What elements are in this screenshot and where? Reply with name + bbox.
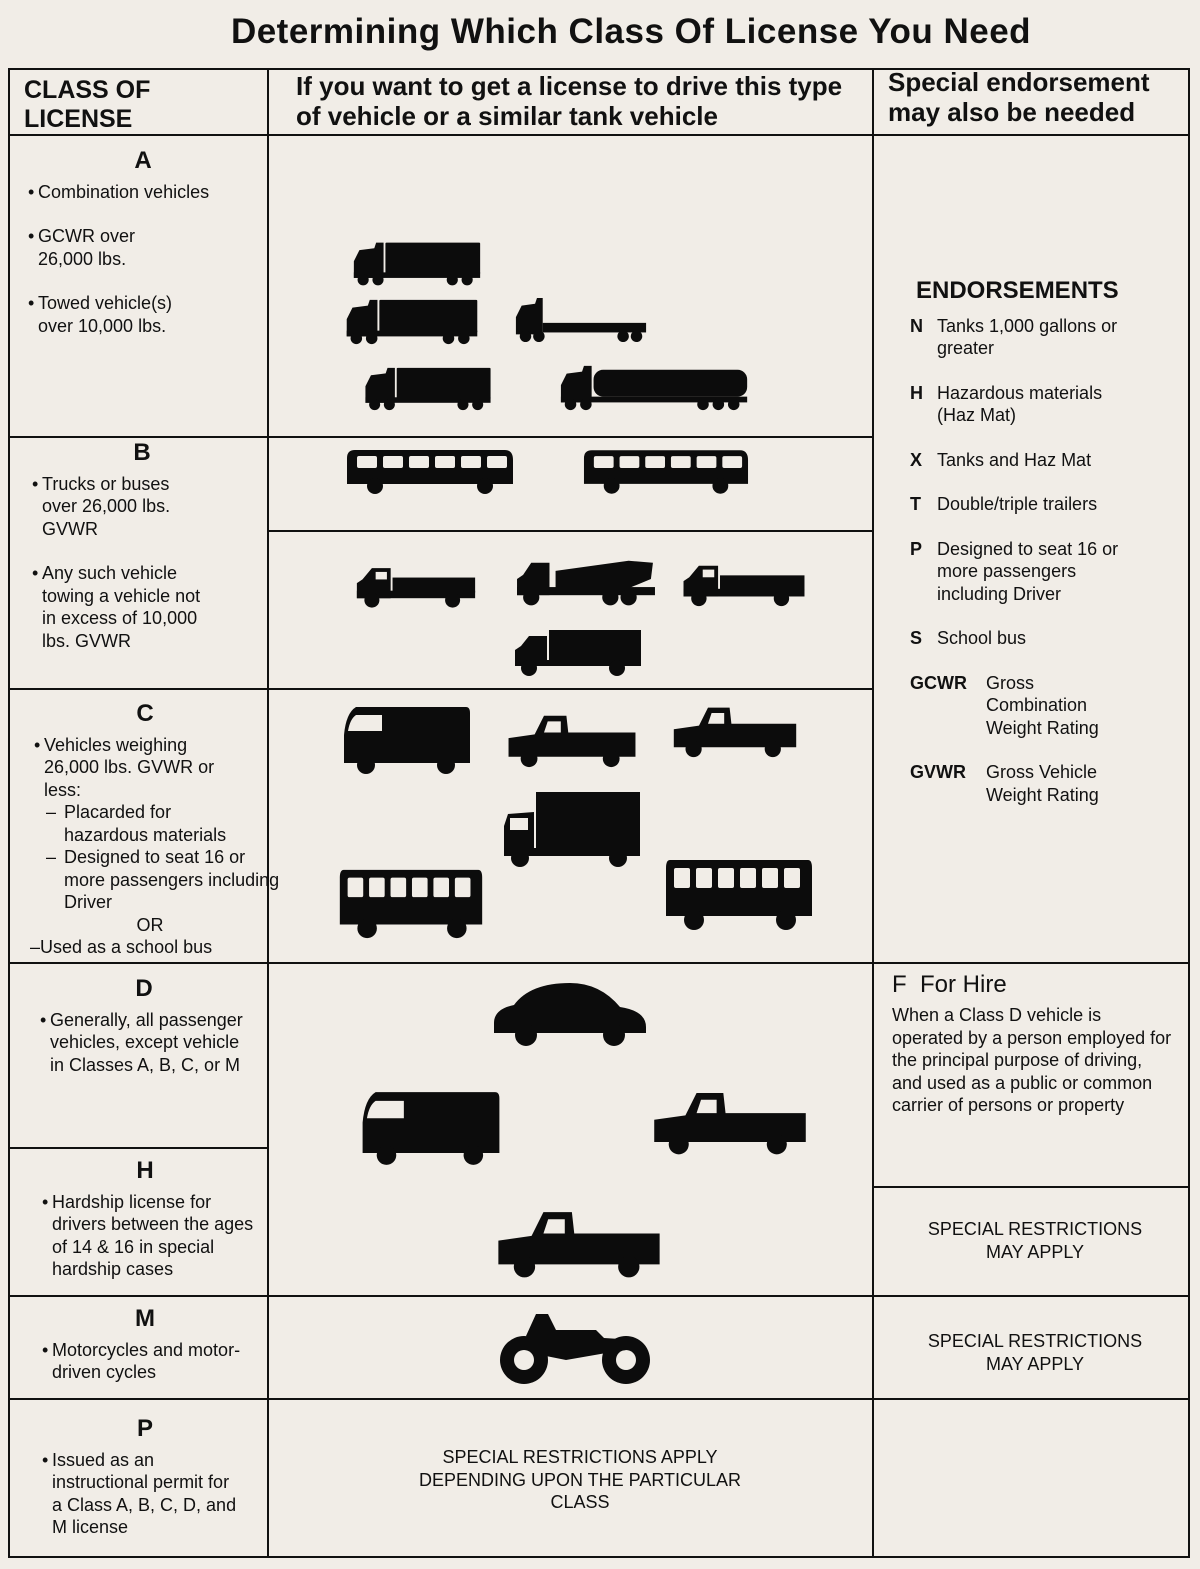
- endorsement-code: H: [910, 382, 923, 403]
- endorsement-text: Designed to seat 16 or more passengers including Driver: [937, 538, 1119, 604]
- endorsement-code: N: [910, 315, 923, 336]
- restriction-m: SPECIAL RESTRICTIONS MAY APPLY: [927, 1331, 1143, 1374]
- double-trailer-icon: [340, 366, 516, 412]
- endorsement-code: S: [910, 628, 923, 648]
- endorsement-text: School bus: [937, 628, 1027, 648]
- column-divider: [267, 68, 269, 1558]
- endorsements-panel: [910, 277, 1180, 806]
- restriction-p: SPECIAL RESTRICTIONS APPLY DEPENDING UPON THE PARTICULAR CLASS: [418, 1447, 742, 1512]
- motorcycle-icon: [496, 1308, 656, 1388]
- endorsement-code: T: [910, 494, 921, 514]
- endorsement-text: Hazardous materials (Haz Mat): [937, 382, 1103, 425]
- endorsement-item: [910, 315, 1180, 360]
- class-m-cell: [38, 1305, 266, 1394]
- endorsement-item: [910, 761, 1180, 806]
- class-c-sub: – Designed to seat 16 or more passengers including Driver: [30, 846, 284, 914]
- stake-truck-icon: [676, 560, 812, 608]
- endorsement-item: [910, 493, 1180, 516]
- class-letter: M: [135, 1305, 155, 1332]
- bus-icon: [345, 444, 515, 498]
- class-a-cell: [24, 147, 262, 347]
- endorsement-code: GCWR: [910, 672, 967, 693]
- header-endorsement: Special endorsement may also be needed: [888, 67, 1150, 127]
- endorsement-code: X: [910, 449, 923, 470]
- for-hire-title: F For Hire: [892, 971, 1007, 998]
- endorsement-text: Tanks 1,000 gallons or greater: [937, 315, 1118, 358]
- row-divider: [267, 530, 872, 532]
- class-b-bullet: • Trucks or buses over 26,000 lbs. GVWR: [28, 473, 207, 541]
- endorsement-item: [910, 627, 1180, 650]
- for-hire-text: When a Class D vehicle is operated by a person employed for the principal purpose of driving, and used as a public or common carrier of persons or property: [892, 1005, 1172, 1115]
- class-letter: P: [136, 1415, 153, 1442]
- row-divider: [8, 962, 1190, 964]
- endorsement-item: [910, 449, 1180, 472]
- page-title: Determining Which Class Of License You Need: [230, 12, 1032, 51]
- school-bus-icon: [334, 864, 488, 942]
- class-letter: H: [136, 1157, 154, 1184]
- endorsement-code: P: [910, 538, 923, 559]
- pickup-truck-icon: [652, 1084, 808, 1160]
- class-letter: A: [134, 147, 152, 174]
- class-a-bullet: • Towed vehicle(s) over 10,000 lbs.: [24, 292, 188, 337]
- endorsement-text: Tanks and Haz Mat: [937, 449, 1092, 470]
- header-vehicle: If you want to get a license to drive this type of vehicle or a similar tank vehicle: [296, 71, 843, 131]
- row-divider: [8, 1147, 268, 1149]
- endorsement-code: GVWR: [910, 762, 966, 782]
- endorsement-text: Gross Vehicle Weight Rating: [986, 762, 1099, 805]
- class-b-cell: [28, 439, 264, 662]
- class-m-bullet: • Motorcycles and motor-driven cycles: [38, 1339, 242, 1384]
- van-icon: [342, 702, 472, 778]
- class-a-bullet: • Combination vehicles: [24, 181, 262, 204]
- header-divider: [8, 134, 1190, 136]
- class-c-sub: – Placarded for hazardous materials: [30, 801, 254, 846]
- column-divider: [872, 68, 874, 1558]
- class-c-cell: [30, 700, 280, 959]
- endorsement-item: [910, 382, 1180, 427]
- class-letter: C: [136, 700, 154, 727]
- class-p-cell: [38, 1415, 266, 1549]
- for-hire-panel: [892, 970, 1172, 1117]
- pickup-truck-icon: [668, 704, 802, 758]
- class-c-bullet: • Vehicles weighing 26,000 lbs. GVWR or less:: [30, 734, 222, 802]
- box-truck-icon: [513, 628, 643, 678]
- class-h-bullet: • Hardship license for drivers between the ages of 14 & 16 in special hardship cases: [38, 1191, 270, 1281]
- bus-icon: [582, 444, 750, 498]
- cement-mixer-icon: [515, 556, 657, 608]
- van-icon: [360, 1090, 502, 1166]
- class-a-bullet: • GCWR over 26,000 lbs.: [24, 225, 168, 270]
- endorsement-text: Double/triple trailers: [937, 494, 1098, 514]
- pickup-truck-icon: [496, 1206, 662, 1280]
- car-icon: [490, 978, 650, 1050]
- semi-truck-icon: [352, 240, 482, 288]
- stake-truck-icon: [355, 562, 477, 610]
- semi-truck-icon: [342, 298, 482, 346]
- class-c-or: OR: [136, 914, 164, 935]
- row-divider: [8, 688, 872, 690]
- class-h-cell: [38, 1157, 266, 1291]
- header-class: CLASS OF LICENSE: [24, 76, 151, 133]
- class-letter: B: [133, 439, 151, 466]
- endorsement-text: Gross Combination Weight Rating: [986, 672, 1099, 738]
- class-b-bullet: • Any such vehicle towing a vehicle not in excess of 10,000 lbs. GVWR: [28, 562, 210, 652]
- class-p-bullet: • Issued as an instructional permit for a Class A, B, C, D, and M license: [38, 1449, 242, 1539]
- endorsement-item: [910, 538, 1180, 606]
- endorsement-item: [910, 672, 1180, 740]
- box-truck-icon: [502, 790, 642, 870]
- endorsements-title: ENDORSEMENTS: [916, 277, 1119, 304]
- tanker-truck-icon: [558, 364, 752, 412]
- class-d-cell: [36, 975, 264, 1086]
- row-divider: [8, 1398, 1190, 1400]
- class-d-bullet: • Generally, all passenger vehicles, except vehicle in Classes A, B, C, or M: [36, 1009, 250, 1077]
- class-letter: D: [135, 975, 153, 1002]
- row-divider: [8, 436, 872, 438]
- pickup-truck-icon: [502, 712, 642, 768]
- class-c-school: –Used as a school bus: [30, 937, 213, 957]
- school-bus-icon: [664, 854, 814, 934]
- row-divider: [872, 1186, 1190, 1188]
- flatbed-truck-icon: [514, 296, 648, 344]
- row-divider: [8, 1295, 1190, 1297]
- restriction-h: SPECIAL RESTRICTIONS MAY APPLY: [927, 1219, 1143, 1262]
